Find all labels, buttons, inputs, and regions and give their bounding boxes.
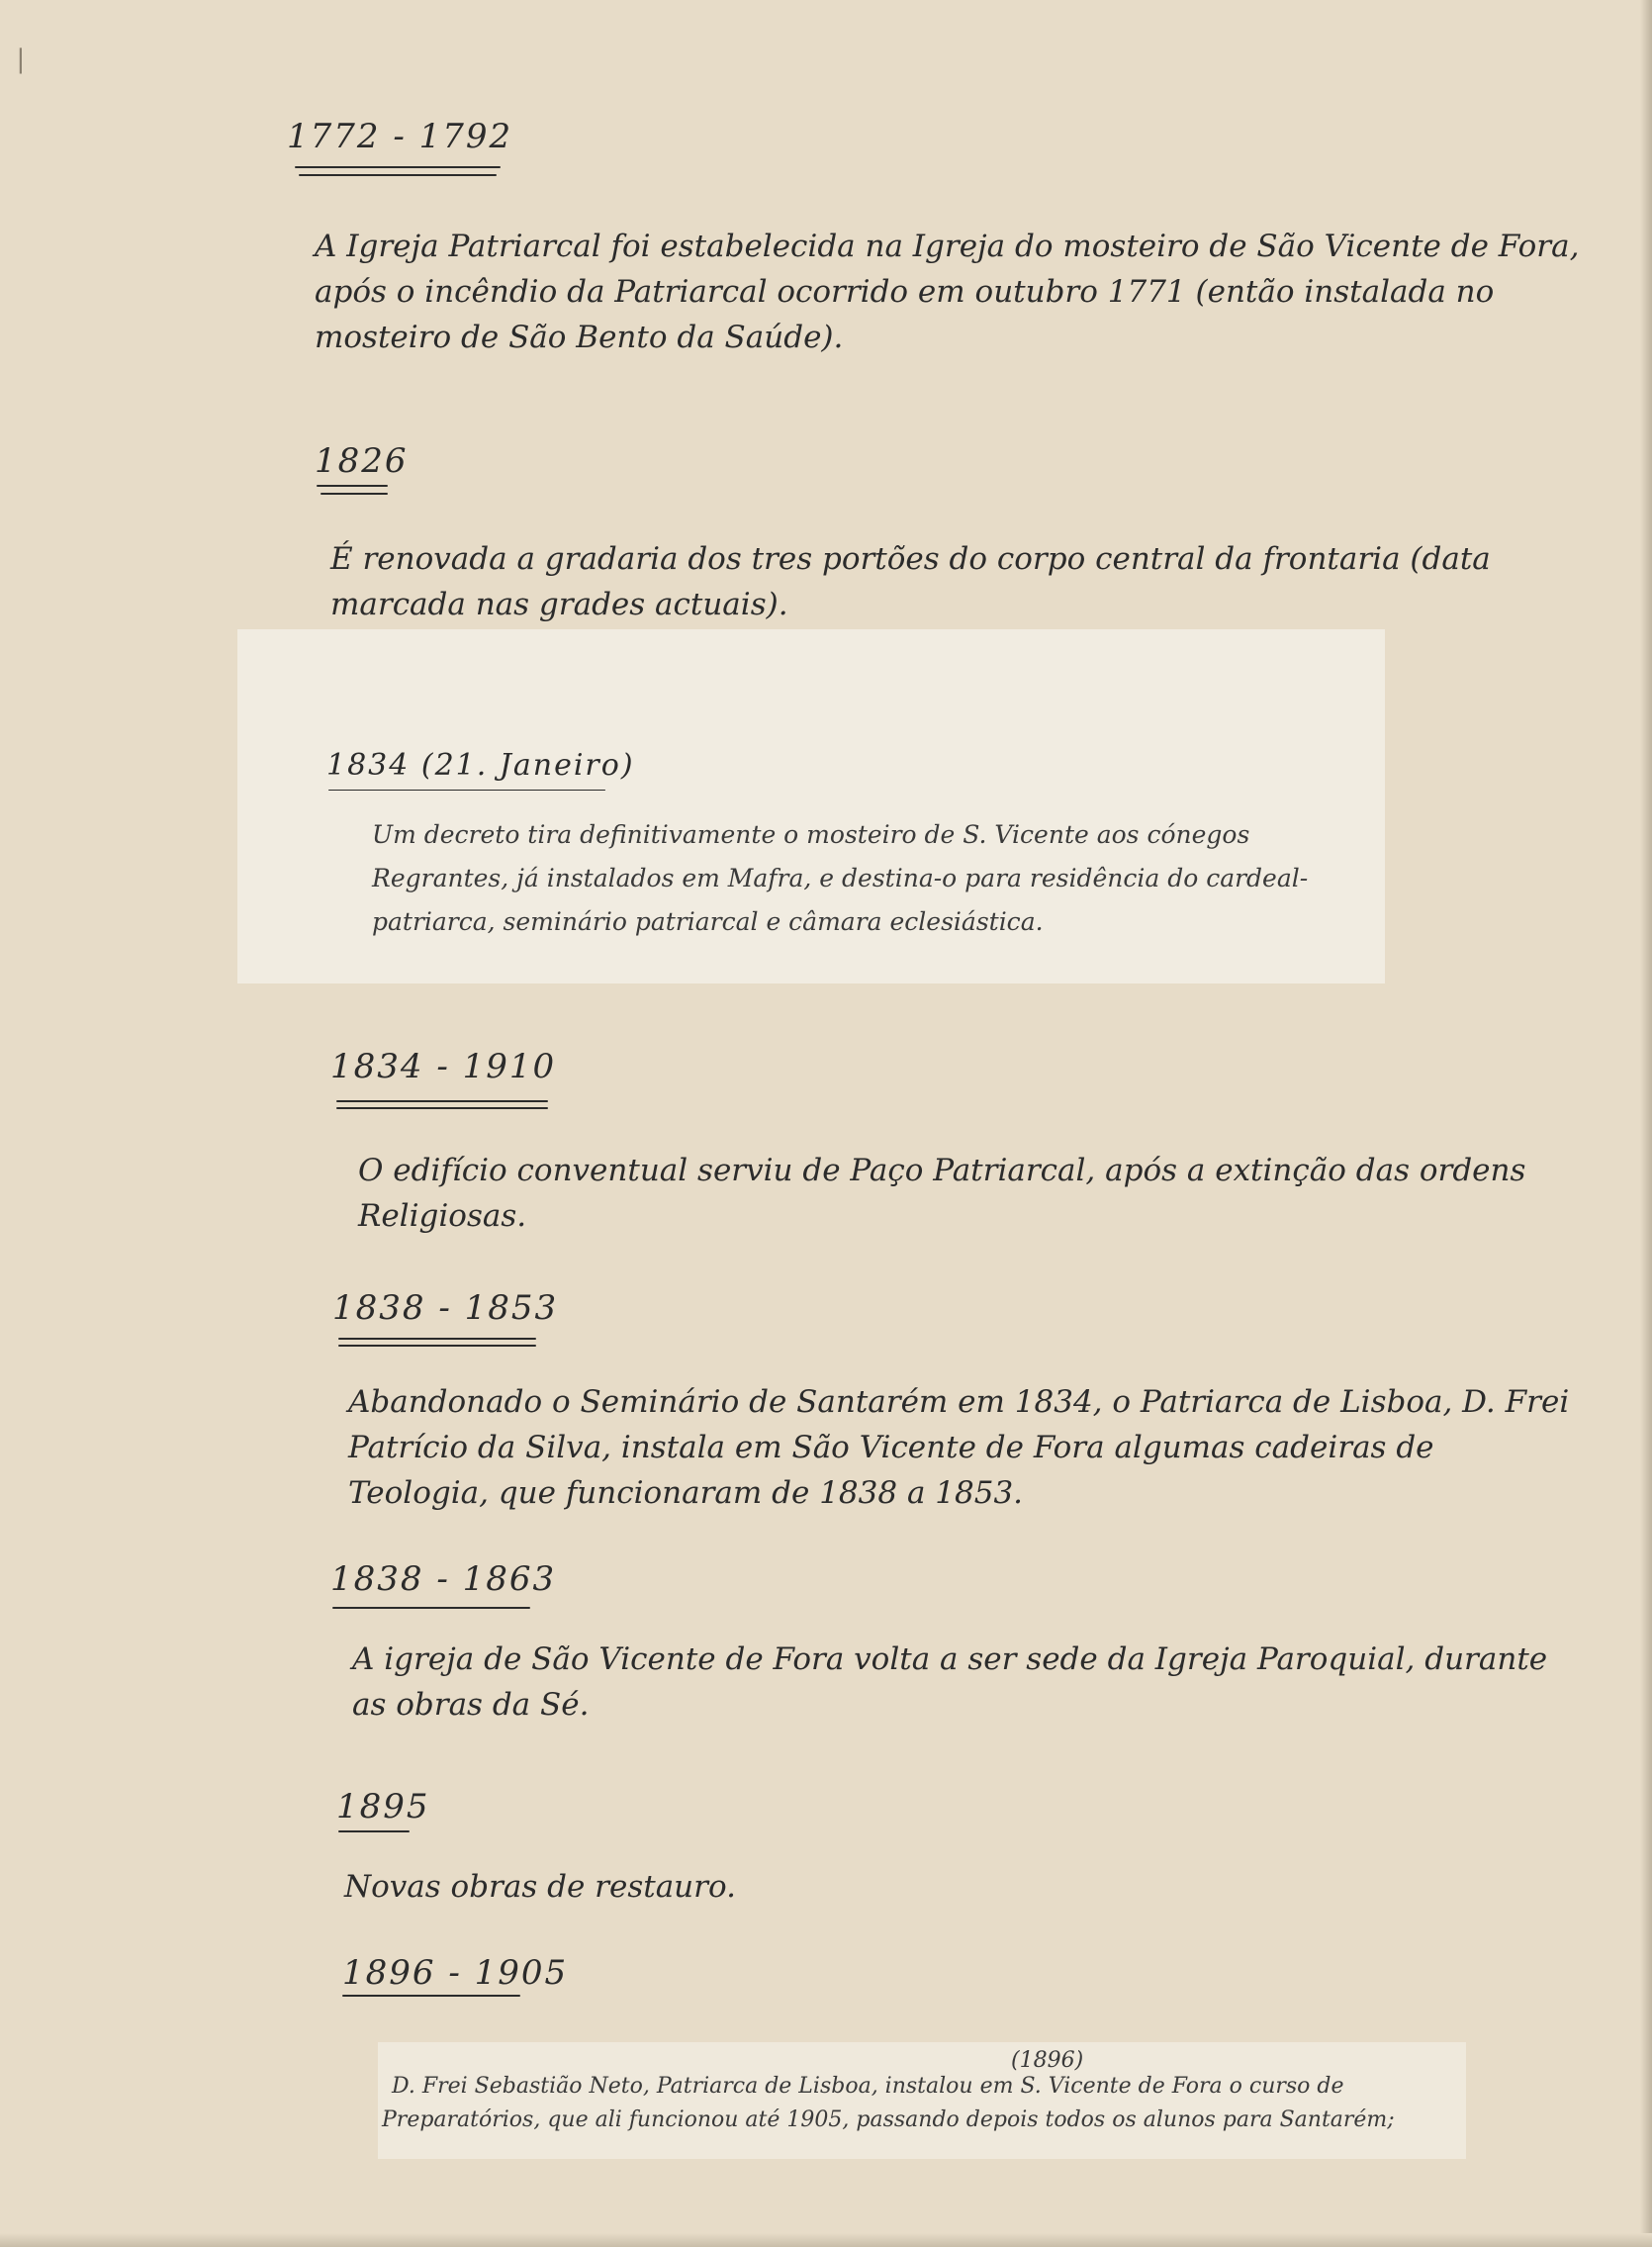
entry-year-1896-1905: 1896 - 1905 bbox=[342, 1953, 569, 1993]
year-underline bbox=[336, 1107, 548, 1109]
entry-year-1838-1863: 1838 - 1863 bbox=[330, 1559, 557, 1599]
entry-year-1834-1910: 1834 - 1910 bbox=[330, 1047, 557, 1086]
entry-text-1834: Um decreto tira definitivamente o mosteiro de S. Vicente aos cónegos Regrantes, já instalados em Mafra, e destina-o para residência do cardeal-patriarca, seminário patriarcal e câmara eclesiástica. bbox=[372, 820, 1309, 936]
slip-line-1: D. Frei Sebastião Neto, Patriarca de Lisboa, instalou em S. Vicente de Fora o curso de bbox=[392, 2074, 1344, 2099]
pasted-slip-1834 bbox=[237, 629, 1385, 983]
year-underline bbox=[338, 1338, 536, 1340]
slip-annotation: (1896) bbox=[1011, 2048, 1084, 2073]
year-underline bbox=[342, 1995, 520, 1997]
entry-text-1895: Novas obras de restauro. bbox=[344, 1869, 736, 1905]
page-edge-bottom bbox=[0, 2233, 1652, 2247]
year-underline bbox=[336, 1100, 548, 1102]
entry-text-1826: É renovada a gradaria dos tres portões do corpo central da frontaria (data marcada nas grades actuais). bbox=[330, 541, 1491, 622]
entry-year-1772: 1772 - 1792 bbox=[287, 117, 513, 156]
year-underline bbox=[299, 174, 497, 176]
entry-text-1772: A Igreja Patriarcal foi estabelecida na Igreja do mosteiro de São Vicente de Fora, após o incêndio da Patriarcal ocorrido em outubro 1771 (então instalada no mosteiro de São Bento da Saúde). bbox=[315, 229, 1580, 355]
entry-text-1838-1853: Abandonado o Seminário de Santarém em 1834, o Patriarca de Lisboa, D. Frei Patrício da Silva, instala em São Vicente de Fora algumas cadeiras de Teologia, que funcionaram de 1838 a 1853. bbox=[348, 1384, 1570, 1511]
entry-text-1838-1863: A igreja de São Vicente de Fora volta a ser sede da Igreja Paroquial, durante as obras da Sé. bbox=[352, 1641, 1548, 1723]
pasted-slip-1896 bbox=[378, 2042, 1466, 2159]
entry-text-1834-1910: O edifício conventual serviu de Paço Patriarcal, após a extinção das ordens Religiosas. bbox=[358, 1153, 1526, 1234]
entry-year-1895: 1895 bbox=[336, 1787, 430, 1826]
year-underline bbox=[295, 166, 501, 168]
year-underline bbox=[332, 1607, 530, 1609]
year-underline bbox=[338, 1830, 410, 1832]
year-underline bbox=[317, 485, 388, 487]
margin-mark: ▏ bbox=[20, 49, 37, 74]
page-edge-right bbox=[1640, 0, 1652, 2247]
year-underline bbox=[328, 790, 605, 791]
year-underline bbox=[338, 1345, 536, 1347]
entry-year-1834: 1834 (21. Janeiro) bbox=[326, 748, 635, 783]
entry-year-1838-1853: 1838 - 1853 bbox=[332, 1288, 559, 1328]
year-underline bbox=[321, 493, 388, 495]
entry-year-1826: 1826 bbox=[315, 441, 409, 481]
slip-line-2: Preparatórios, que ali funcionou até 1905, passando depois todos os alunos para Santarém; bbox=[382, 2107, 1395, 2132]
